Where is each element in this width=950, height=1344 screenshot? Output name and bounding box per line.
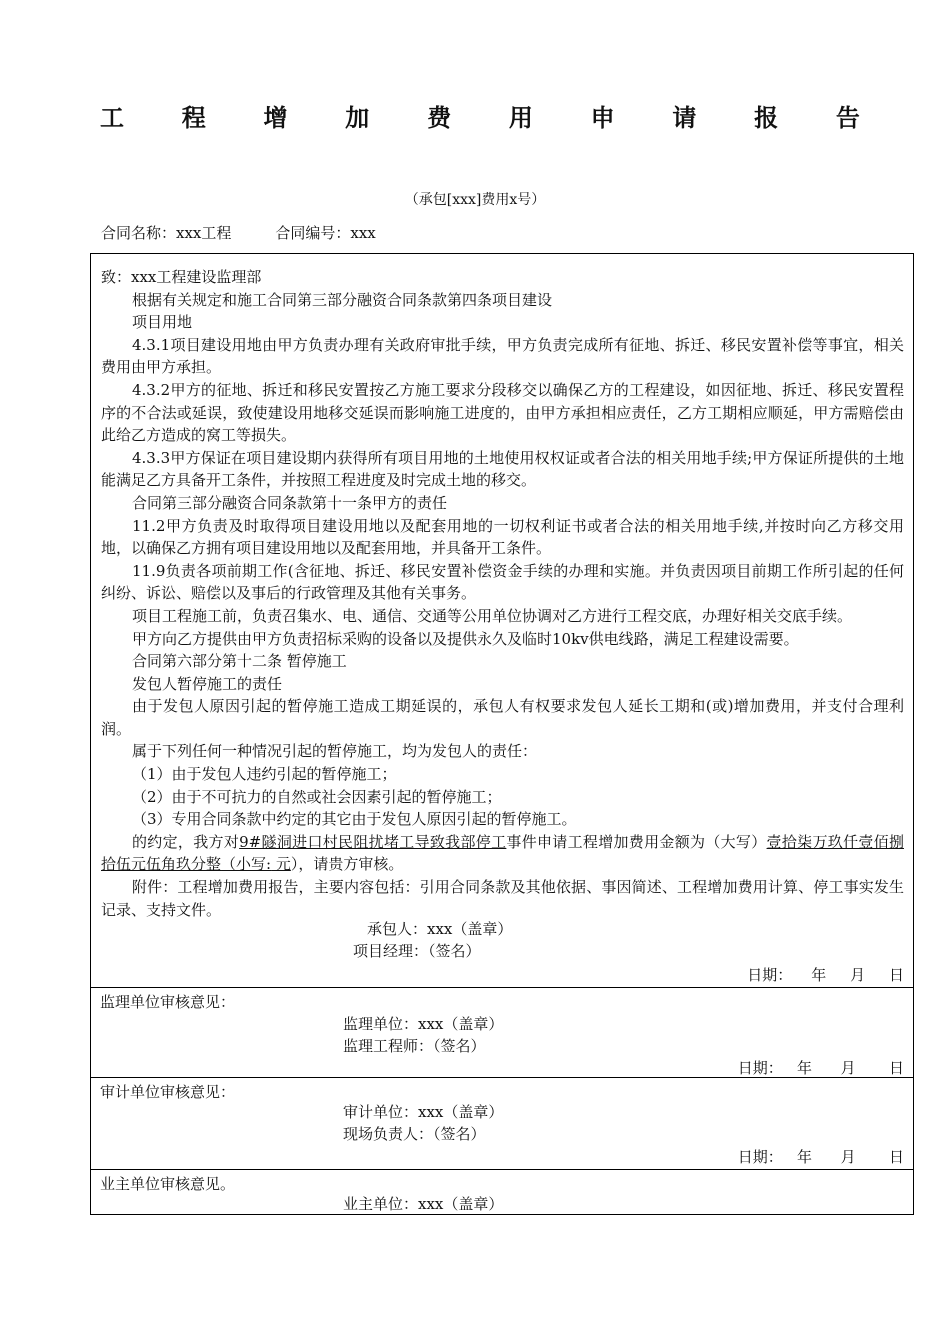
- date-line: 日期： 年 月 日: [737, 1148, 904, 1166]
- title-char: 用: [508, 104, 533, 132]
- contract-info: [101, 222, 376, 243]
- paragraph: 发包人暂停施工的责任: [132, 674, 283, 693]
- addressee: 致：xxx工程建设监理部: [101, 268, 262, 286]
- supervision-section: [91, 988, 913, 1078]
- paragraph: 11.2甲方负责及时取得项目建设用地以及配套用地的一切权利证书或者合法的相关用地手续,并按时向乙方移交用地，以确保乙方拥有项目建设用地以及配套用地，并具备开工条件。: [101, 516, 904, 558]
- owner-opinion-label: 业主单位审核意见。: [100, 1175, 236, 1193]
- title-char: 工: [100, 104, 124, 132]
- amount-in-words: 壹拾柒万玖仟壹佰捌拾伍元伍角玖分整: [101, 832, 904, 874]
- owner-section: [91, 1170, 913, 1214]
- paragraph: 4.3.1项目建设用地由甲方负责办理有关政府审批手续，甲方负责完成所有征地、拆迁、移民安置补偿等事宜，相关费用由甲方承担。: [101, 335, 904, 377]
- audit-person: 现场负责人：（签名）: [343, 1125, 486, 1143]
- paragraph: 合同第六部分第十二条 暂停施工: [132, 652, 347, 671]
- manager-label: 项目经理：（签名）: [353, 942, 481, 960]
- contractor-label: 承包人：xxx（盖章）: [367, 920, 513, 938]
- list-item: （2）由于不可抗力的自然或社会因素引起的暂停施工；: [132, 787, 502, 806]
- title-char: 告: [835, 104, 860, 132]
- supervision-signature: [343, 1013, 503, 1057]
- audit-unit: 审计单位：xxx（盖章）: [343, 1103, 504, 1121]
- supervision-opinion-label: 监理单位审核意见：: [100, 993, 236, 1011]
- supervision-engineer: 监理工程师：（签名）: [343, 1037, 486, 1055]
- title-char: 报: [754, 104, 779, 132]
- paragraph: 根据有关规定和施工合同第三部分融资合同条款第四条项目建设: [132, 290, 553, 309]
- amount-in-figures: 元: [271, 855, 291, 874]
- list-item: （3）专用合同条款中约定的其它由于发包人原因引起的暂停施工。: [132, 810, 577, 829]
- supervision-unit: 监理单位：xxx（盖章）: [343, 1015, 504, 1033]
- audit-section: [91, 1078, 913, 1170]
- title-char: 增: [263, 104, 288, 132]
- date-line: 日期： 年 月 日: [737, 1059, 904, 1077]
- contract-name: 合同名称：xxx工程: [101, 224, 232, 242]
- paragraph: 甲方向乙方提供由甲方负责招标采购的设备以及提供永久及临时10kv供电线路，满足工程建设需要。: [132, 629, 799, 648]
- application-body: [91, 254, 913, 988]
- document-title: [100, 98, 860, 133]
- paragraph: 4.3.2甲方的征地、拆迁和移民安置按乙方施工要求分段移交以确保乙方的工程建设，如因征地、拆迁、移民安置程序的不合法或延误，致使建设用地移交延误而影响施工进度的，由甲方承担相应责任，乙方工期相应顺延，甲方需赔偿由此给乙方造成的窝工等损失。: [101, 380, 904, 445]
- title-char: 请: [672, 104, 697, 132]
- paragraph: 属于下列任何一种情况引起的暂停施工，均为发包人的责任：: [132, 742, 538, 761]
- contractor-signature: [353, 918, 512, 962]
- contract-number: 合同编号：xxx: [275, 224, 376, 242]
- audit-opinion-label: 审计单位审核意见：: [100, 1083, 236, 1101]
- application-form: [90, 253, 914, 1215]
- title-char: 程: [181, 104, 206, 132]
- title-char: 申: [590, 104, 615, 132]
- paragraph: 合同第三部分融资合同条款第十一条甲方的责任: [132, 493, 448, 512]
- paragraph: 4.3.3甲方保证在项目建设期内获得所有项目用地的土地使用权权证或者合法的相关用地手续;甲方保证所提供的土地能满足乙方具备开工条件，并按照工程进度及时完成土地的移交。: [101, 448, 904, 490]
- title-char: 加: [345, 104, 370, 132]
- paragraph: 项目用地: [132, 313, 193, 332]
- list-item: （1）由于发包人违约引起的暂停施工；: [132, 765, 397, 784]
- owner-unit: 业主单位：xxx（盖章）: [343, 1195, 504, 1213]
- title-char: 费: [427, 104, 452, 132]
- document-number: （承包[xxx]费用x号）: [404, 192, 546, 208]
- date-line: 日期： 年 月 日: [747, 966, 904, 984]
- event-description: 9#隧洞进口村民阻扰堵工导致我部停工: [239, 832, 507, 851]
- paragraph: 项目工程施工前，负责召集水、电、通信、交通等公用单位协调对乙方进行工程交底，办理好相关交底手续。: [132, 606, 853, 625]
- attachments: 附件：工程增加费用报告，主要内容包括：引用合同条款及其他依据、事因简述、工程增加费用计算、停工事实发生记录、支持文件。: [101, 878, 904, 919]
- audit-signature: [343, 1101, 503, 1145]
- paragraph: 11.9负责各项前期工作(含征地、拆迁、移民安置补偿资金手续的办理和实施。并负责因项目前期工作所引起的任何纠纷、诉讼、赔偿以及事后的行政管理及其他有关事务。: [101, 561, 904, 603]
- claim-paragraph: 的约定，我方对9#隧洞进口村民阻扰堵工导致我部停工事件申请工程增加费用金额为（大写）壹拾柒万玖仟壹佰捌拾伍元伍角玖分整（小写: 元），请贵方审核。: [101, 832, 904, 874]
- paragraph: 由于发包人原因引起的暂停施工造成工期延误的，承包人有权要求发包人延长工期和(或)增加费用，并支付合理利润。: [101, 697, 904, 738]
